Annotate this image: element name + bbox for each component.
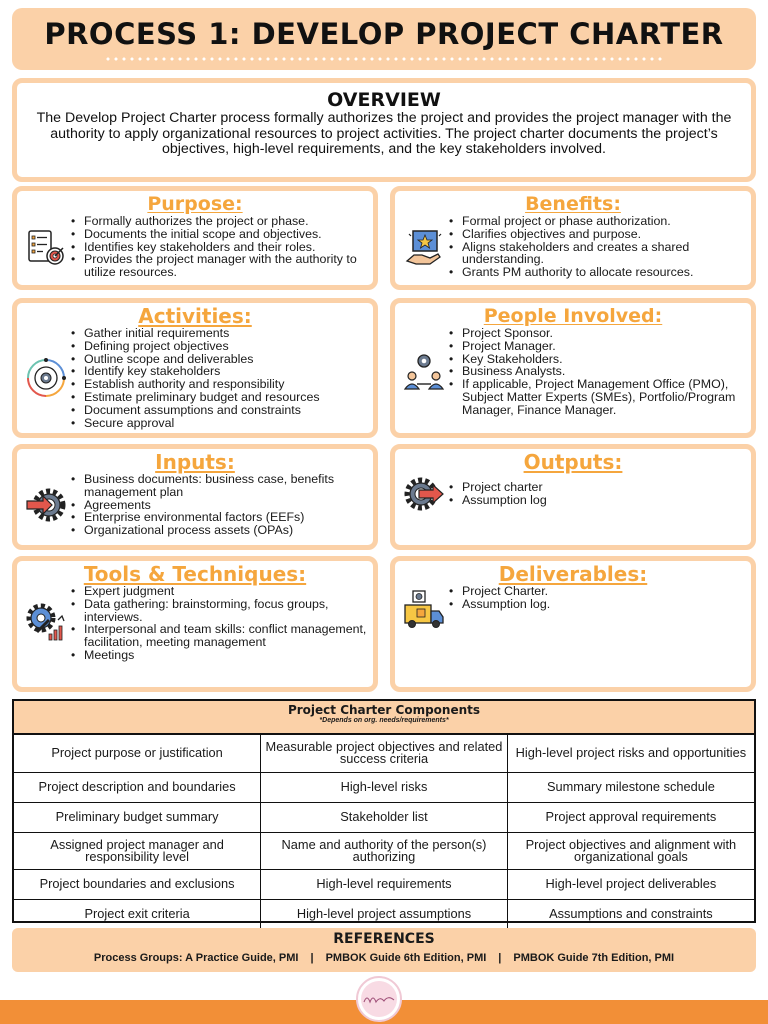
people-card <box>390 298 756 438</box>
list-item: • Gather initial requirements <box>69 327 320 340</box>
list-item: • Defining project objectives <box>69 340 320 353</box>
list-item: • Document assumptions and constraints <box>69 404 320 417</box>
outputs-card <box>390 444 756 550</box>
outputs-title: Outputs: <box>523 450 623 474</box>
benefits-list <box>447 215 745 279</box>
reference-item: PMBOK Guide 7th Edition, PMI <box>513 952 675 964</box>
inputs-card <box>12 444 378 550</box>
table-cell: Project approval requirements <box>507 802 754 832</box>
table-row <box>14 832 754 869</box>
purpose-card <box>12 186 378 290</box>
list-item: • Organizational process assets (OPAs) <box>69 524 367 537</box>
dotted-divider <box>104 57 664 61</box>
list-item: • Identifies key stakeholders and their roles. <box>69 241 367 254</box>
components-subtitle: *Depends on org. needs/requirements* <box>319 717 449 724</box>
tools-card <box>12 556 378 692</box>
table-row <box>14 802 754 832</box>
people-title: People Involved: <box>483 305 663 327</box>
gear-input-arrow-icon <box>23 484 69 526</box>
list-item: • Documents the initial scope and objectives. <box>69 228 367 241</box>
logo-mark <box>361 981 397 1017</box>
activities-title: Activities: <box>138 304 252 328</box>
table-row <box>14 772 754 802</box>
activities-card <box>12 298 378 438</box>
table-cell: High-level project assumptions <box>261 899 508 929</box>
deliverables-list <box>447 585 550 611</box>
reference-separator: | <box>498 952 502 964</box>
list-item: • Project Sponsor. <box>447 327 745 340</box>
list-item: • Assumption log <box>447 494 547 507</box>
list-item: • Identify key stakeholders <box>69 365 320 378</box>
list-item: • Provides the project manager with the authority to utilize resources. <box>69 253 367 279</box>
list-item: • Data gathering: brainstorming, focus groups, interviews. <box>69 598 367 624</box>
reference-separator: | <box>310 952 314 964</box>
page-title: PROCESS 1: DEVELOP PROJECT CHARTER <box>44 17 724 51</box>
gear-output-arrow-icon <box>401 473 447 515</box>
components-title: Project Charter Components <box>287 703 481 717</box>
table-cell: Summary milestone schedule <box>507 772 754 802</box>
table-row <box>14 869 754 899</box>
list-item: • Expert judgment <box>69 585 367 598</box>
references-line <box>12 952 756 964</box>
inputs-list <box>69 473 367 537</box>
purpose-list <box>69 215 367 279</box>
table-cell: High-level project deliverables <box>507 869 754 899</box>
list-item: • Outline scope and deliverables <box>69 353 320 366</box>
list-item: • Agreements <box>69 499 367 512</box>
overview-text: The Develop Project Charter process formally authorizes the project and provides the project manager with the authority to apply organizational resources to project activities. The project charter documents the project’s objectives, high-level requirements, and the key stakeholders involved. <box>36 110 732 157</box>
table-cell: Name and authority of the person(s) authorizing <box>261 832 508 869</box>
table-row <box>14 735 754 772</box>
benefits-card <box>390 186 756 290</box>
list-item: • Establish authority and responsibility <box>69 378 320 391</box>
delivery-truck-icon <box>401 589 447 631</box>
table-cell: Project description and boundaries <box>14 772 261 802</box>
components-header <box>14 701 754 735</box>
list-item: • Project charter <box>447 481 547 494</box>
team-gear-icon <box>401 351 447 393</box>
outputs-list <box>447 481 547 507</box>
table-cell: Assumptions and constraints <box>507 899 754 929</box>
purpose-title: Purpose: <box>147 193 243 215</box>
list-item: • Key Stakeholders. <box>447 353 745 366</box>
inputs-title: Inputs: <box>155 450 235 474</box>
list-item: • Project Manager. <box>447 340 745 353</box>
components-grid <box>14 735 754 929</box>
deliverables-title: Deliverables: <box>498 562 648 586</box>
list-item: • Aligns stakeholders and creates a shared understanding. <box>447 241 745 267</box>
star-hand-icon <box>401 227 447 267</box>
list-item: • Assumption log. <box>447 598 550 611</box>
overview-card <box>12 78 756 182</box>
list-item: • Interpersonal and team skills: conflict management, facilitation, meeting management <box>69 623 367 649</box>
list-item: • Formal project or phase authorization. <box>447 215 745 228</box>
benefits-title: Benefits: <box>525 193 621 215</box>
list-item: • Business documents: business case, benefits management plan <box>69 473 367 499</box>
table-cell: Project objectives and alignment with organizational goals <box>507 832 754 869</box>
list-item: • Business Analysts. <box>447 365 745 378</box>
components-table <box>12 699 756 923</box>
people-list <box>447 327 745 417</box>
gear-cycle-icon <box>23 357 69 399</box>
tools-title: Tools & Techniques: <box>83 562 307 586</box>
list-item: • Project Charter. <box>447 585 550 598</box>
title-banner <box>12 8 756 70</box>
table-cell: Stakeholder list <box>261 802 508 832</box>
table-cell: Project purpose or justification <box>14 735 261 772</box>
reference-item: Process Groups: A Practice Guide, PMI <box>93 952 299 964</box>
checklist-target-icon <box>23 227 69 267</box>
table-cell: Project boundaries and exclusions <box>14 869 261 899</box>
list-item: • Grants PM authority to allocate resources. <box>447 266 745 279</box>
table-cell: Measurable project objectives and related success criteria <box>261 735 508 772</box>
table-cell: Project exit criteria <box>14 899 261 929</box>
table-cell: Assigned project manager and responsibility level <box>14 832 261 869</box>
list-item: • Estimate preliminary budget and resources <box>69 391 320 404</box>
references-box <box>12 928 756 972</box>
tools-list <box>69 585 367 662</box>
overview-heading: OVERVIEW <box>327 89 441 111</box>
table-cell: High-level requirements <box>261 869 508 899</box>
references-title: REFERENCES <box>333 931 435 947</box>
author-logo <box>356 976 402 1022</box>
table-row <box>14 899 754 929</box>
list-item: • Meetings <box>69 649 367 662</box>
list-item: • Formally authorizes the project or phase. <box>69 215 367 228</box>
list-item: • Clarifies objectives and purpose. <box>447 228 745 241</box>
list-item: • Secure approval <box>69 417 320 430</box>
list-item: • Enterprise environmental factors (EEFs) <box>69 511 367 524</box>
activities-list <box>69 327 320 429</box>
table-cell: High-level project risks and opportunities <box>507 735 754 772</box>
deliverables-card <box>390 556 756 692</box>
table-cell: Preliminary budget summary <box>14 802 261 832</box>
gear-wrench-chart-icon <box>23 602 69 644</box>
table-cell: High-level risks <box>261 772 508 802</box>
reference-item: PMBOK Guide 6th Edition, PMI <box>325 952 487 964</box>
list-item: • If applicable, Project Management Office (PMO), Subject Matter Experts (SMEs), Portfolio/Program Manager, Finance Manager. <box>447 378 745 416</box>
